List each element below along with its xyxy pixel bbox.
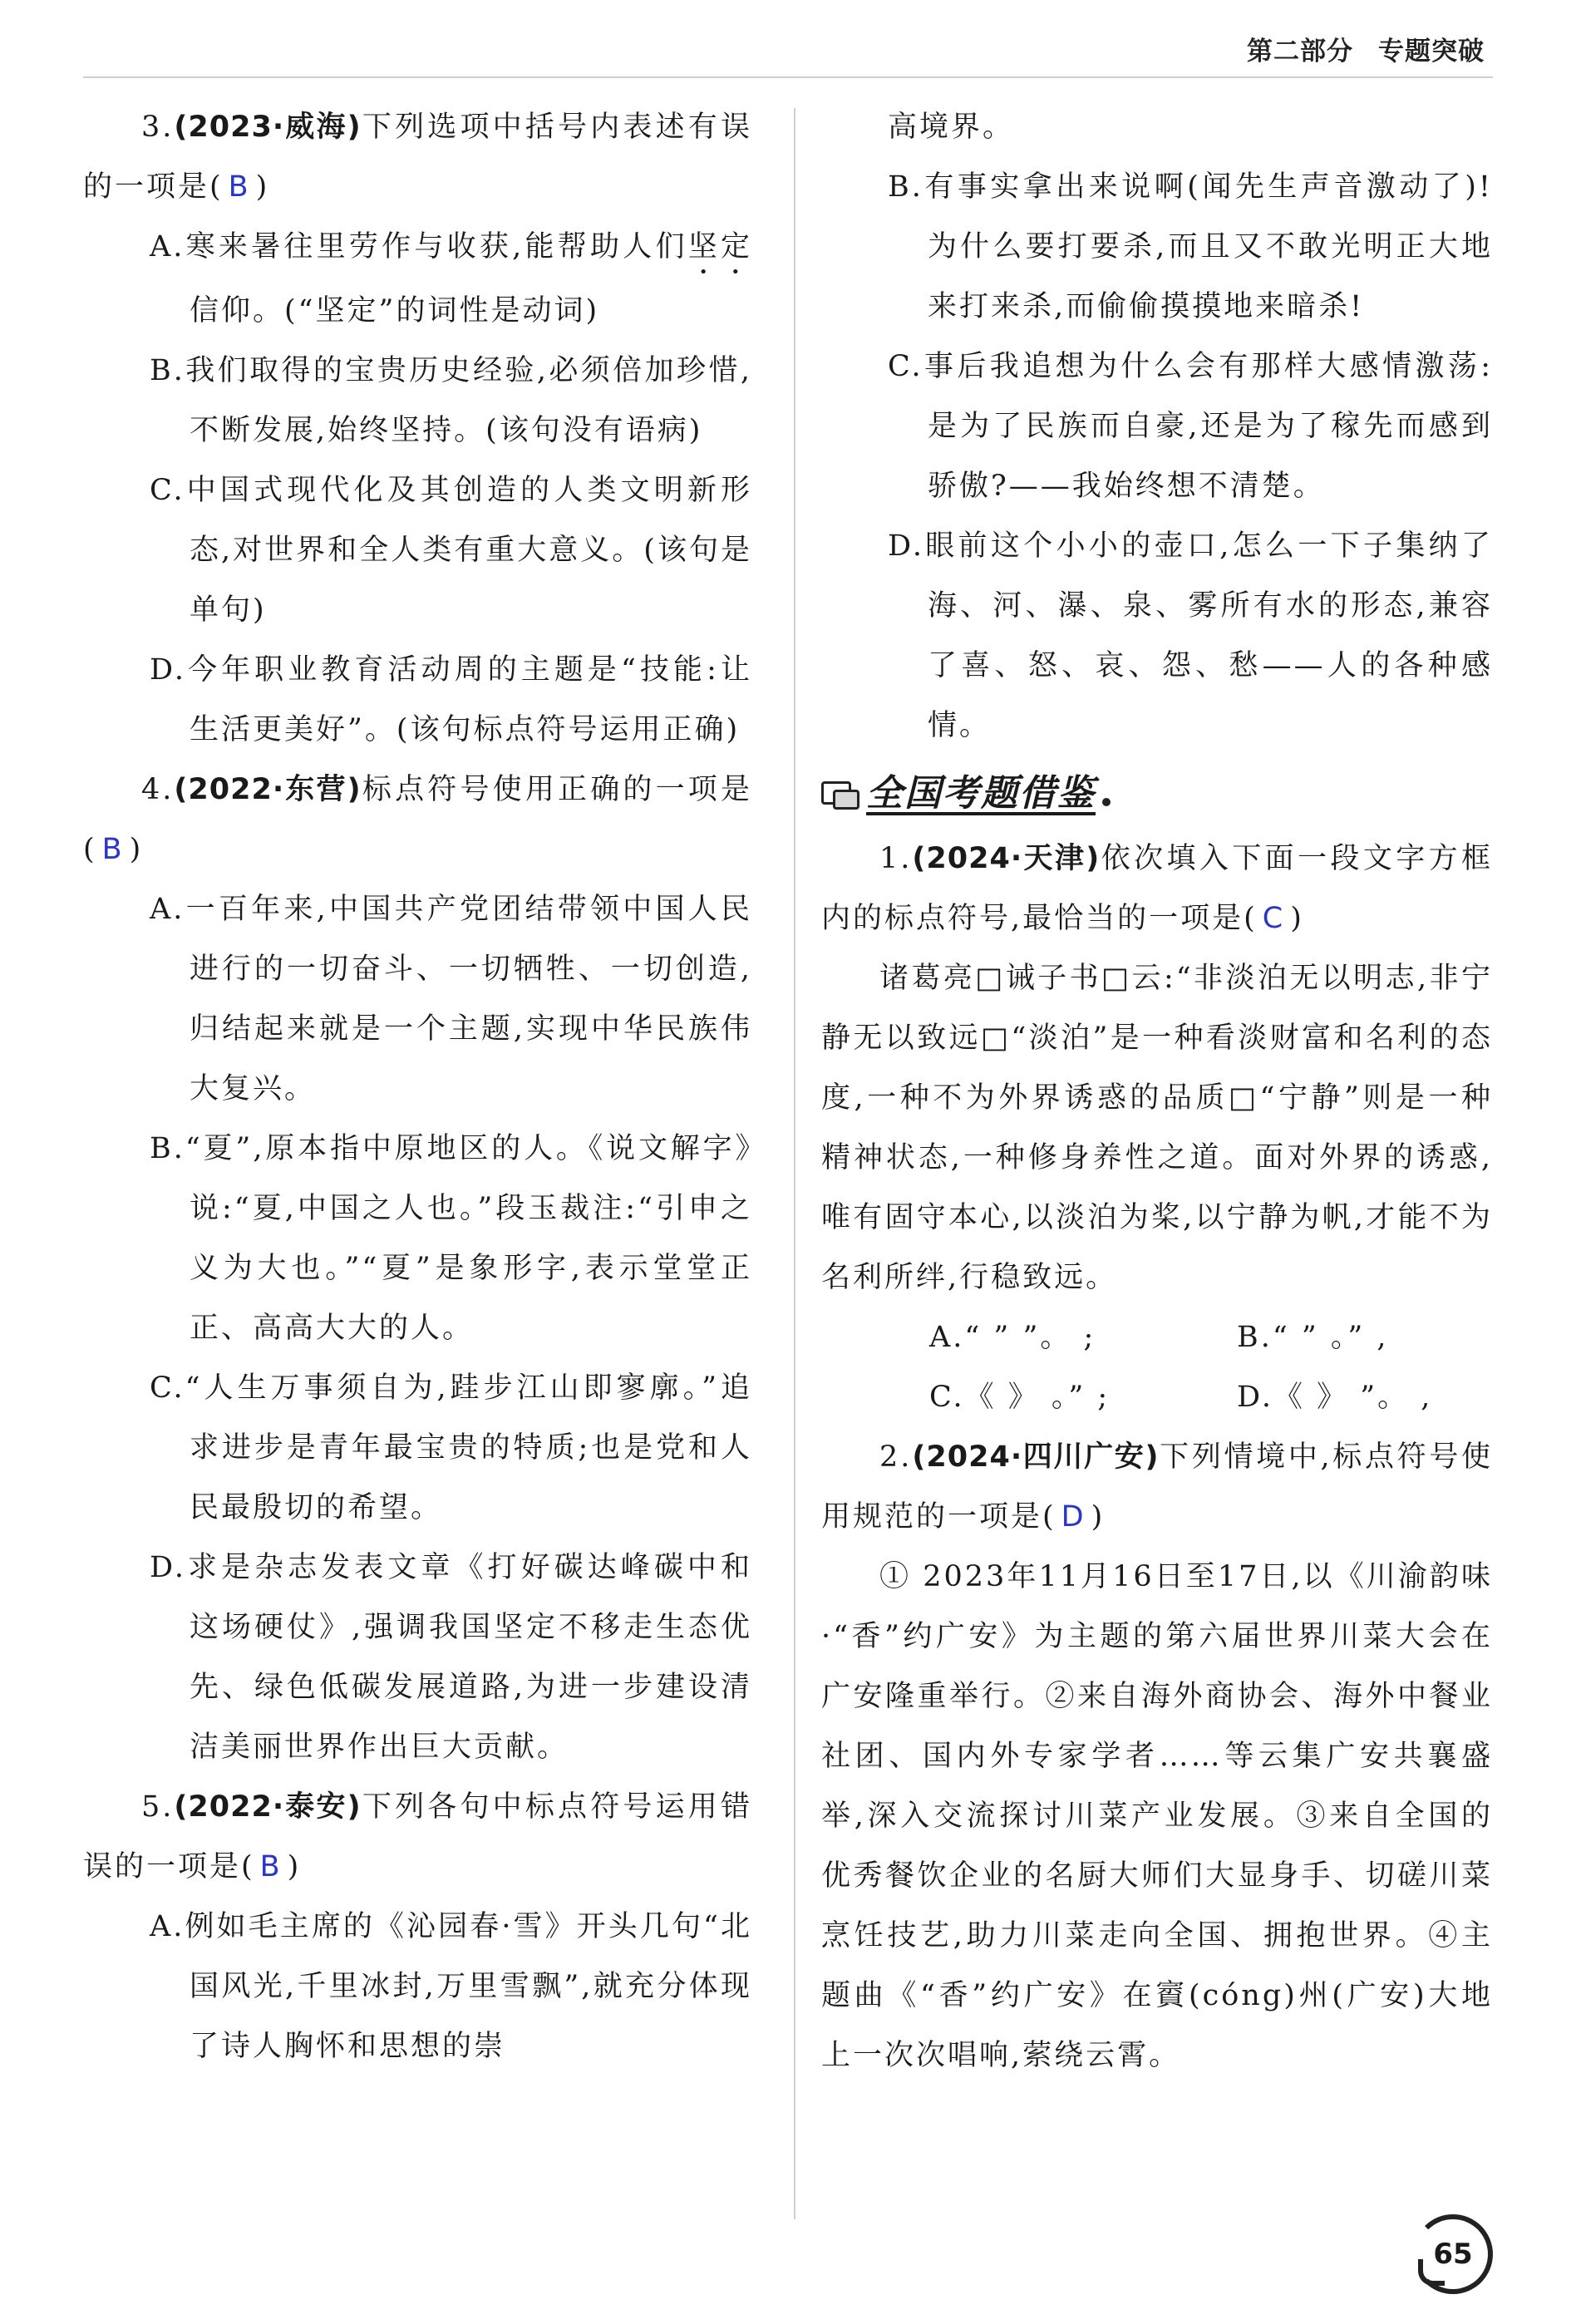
q4-option-b: B.“夏”,原本指中原地区的人。《说文解字》说:“夏,中国之人也。”段玉裁注:“引申之义为大也。”“夏”是象形字,表示堂堂正正、高高大大的人。 [150, 1132, 752, 1345]
q5-option-a-continued: 高境界。 [888, 111, 1015, 144]
left-column [83, 97, 752, 2076]
header-rule [83, 76, 1493, 78]
n2-number: 2. [879, 1440, 913, 1474]
n1-source: (2024·天津) [912, 842, 1101, 875]
right-column [821, 97, 1493, 2085]
n1-close: ) [1290, 902, 1304, 935]
q3-option-a-pre: A.寒来暑往里劳作与收获,能帮助人们 [150, 230, 688, 263]
q3-option-b: B.我们取得的宝贵历史经验,必须倍加珍惜,不断发展,始终坚持。(该句没有语病) [150, 354, 752, 447]
q3-source: (2023·威海) [174, 111, 362, 144]
national-question-1 [821, 829, 1493, 948]
section-heading [821, 764, 1493, 824]
question-4 [83, 760, 752, 879]
q5-option-d: D.眼前这个小小的壶口,怎么一下子集纳了海、河、瀑、泉、雾所有水的形态,兼容了喜、怒、哀、怨、愁——人的各种感情。 [888, 529, 1493, 742]
section-dot [1102, 798, 1111, 806]
q3-option-d: D.今年职业教育活动周的主题是“技能:让生活更美好”。(该句标点符号运用正确) [150, 653, 752, 746]
n2-source: (2024·四川广安) [912, 1440, 1160, 1474]
q3-close: ) [255, 170, 270, 204]
n2-answer: D [1061, 1500, 1086, 1534]
q5-stem: 下列各句中标点符号运用错误的一项是( [83, 1790, 752, 1883]
q4-number: 4. [141, 773, 175, 806]
n1-stem: 依次填入下面一段文字方框内的标点符号,最恰当的一项是( [821, 842, 1493, 935]
q4-close: ) [129, 833, 144, 866]
n2-passage: ① 2023年11月16日至17日,以《川渝韵味·“香”约广安》为主题的第六届世界川菜大会在广安隆重举行。②来自海外商协会、海外中餐业社团、国内外专家学者……等云集广安共襄盛举,深入交流探讨川菜产业发展。③来自全国的优秀餐饮企业的名厨大师们大显身手、切磋川菜烹饪技艺,助力川菜走向全国、拥抱世界。④主题曲《“香”约广安》在賨(cóng)州(广安)大地上一次次唱响,萦绕云霄。 [821, 1560, 1493, 2072]
chat-bubbles-icon [821, 780, 859, 808]
q5-option-a: A.例如毛主席的《沁园春·雪》开头几句“北国风光,千里冰封,万里雪飘”,就充分体现了诗人胸怀和思想的崇 [150, 1910, 752, 2063]
q5-number: 5. [141, 1790, 175, 1824]
q3-option-c: C.中国式现代化及其创造的人类文明新形态,对世界和全人类有重大意义。(该句是单句) [150, 474, 752, 627]
q5-option-b: B.有事实拿出来说啊(闻先生声音激动了)!为什么要打要杀,而且又不敢光明正大地来打来杀,而偷偷摸摸地来暗杀! [888, 170, 1493, 323]
q4-option-d: D.求是杂志发表文章《打好碳达峰碳中和这场硬仗》,强调我国坚定不移走生态优先、绿色低碳发展道路,为进一步建设清洁美丽世界作出巨大贡献。 [150, 1551, 752, 1764]
question-3 [83, 97, 752, 217]
q4-stem: 标点符号使用正确的一项是( [83, 773, 752, 866]
n1-answer: C [1262, 902, 1286, 935]
national-question-2 [821, 1427, 1493, 1547]
n1-choice-c: C.《 》 。” ; [929, 1381, 1111, 1414]
q3-stem: 下列选项中括号内表述有误的一项是( [83, 111, 752, 204]
q3-answer: B [228, 170, 251, 204]
n1-choices [821, 1307, 1493, 1427]
q4-option-a: A.一百年来,中国共产党团结带领中国人民进行的一切奋斗、一切牺牲、一切创造,归结起来就是一个主题,实现中华民族伟大复兴。 [150, 893, 752, 1105]
q3-option-a-emph: 坚定 [687, 230, 752, 263]
n1-choice-b: B.“ ” 。” , [1237, 1321, 1389, 1354]
page-number: 65 [1433, 2238, 1473, 2271]
header-part: 第二部分 [1247, 37, 1353, 66]
n2-close: ) [1091, 1500, 1106, 1534]
q4-answer: B [101, 833, 125, 866]
section-title: 全国考题借鉴 [866, 772, 1096, 815]
q5-answer: B [259, 1850, 283, 1883]
n1-choice-a: A.“ ” ”。 ; [929, 1321, 1096, 1354]
q4-source: (2022·东营) [174, 773, 362, 806]
q3-option-a [83, 217, 752, 341]
column-divider [794, 108, 795, 2219]
q3-number: 3. [141, 111, 175, 144]
n1-passage: 诸葛亮□诫子书□云:“非淡泊无以明志,非宁静无以致远□“淡泊”是一种看淡财富和名利的态度,一种不为外界诱惑的品质□“宁静”则是一种精神状态,一种修身养性之道。面对外界的诱惑,唯有固守本心,以淡泊为桨,以宁静为帆,才能不为名利所绊,行稳致远。 [821, 962, 1493, 1294]
n1-choice-d: D.《 》 ”。 , [1237, 1381, 1433, 1414]
q3-option-a-post: 信仰。(“坚定”的词性是动词) [190, 294, 600, 327]
q5-close: ) [287, 1850, 302, 1883]
q5-option-c: C.事后我追想为什么会有那样大感情激荡:是为了民族而自豪,还是为了稼先而感到骄傲?——我始终想不清楚。 [888, 350, 1493, 503]
n2-stem: 下列情境中,标点符号使用规范的一项是( [821, 1440, 1493, 1534]
q4-option-c: C.“人生万事须自为,跬步江山即寥廓。”追求进步是青年最宝贵的特质;也是党和人民最殷切的希望。 [150, 1371, 752, 1524]
q5-source: (2022·泰安) [174, 1790, 362, 1824]
page-header [1247, 30, 1485, 67]
n1-number: 1. [879, 842, 913, 875]
question-5 [83, 1777, 752, 1897]
header-topic: 专题突破 [1378, 37, 1485, 66]
page-number-badge [1413, 2214, 1493, 2294]
